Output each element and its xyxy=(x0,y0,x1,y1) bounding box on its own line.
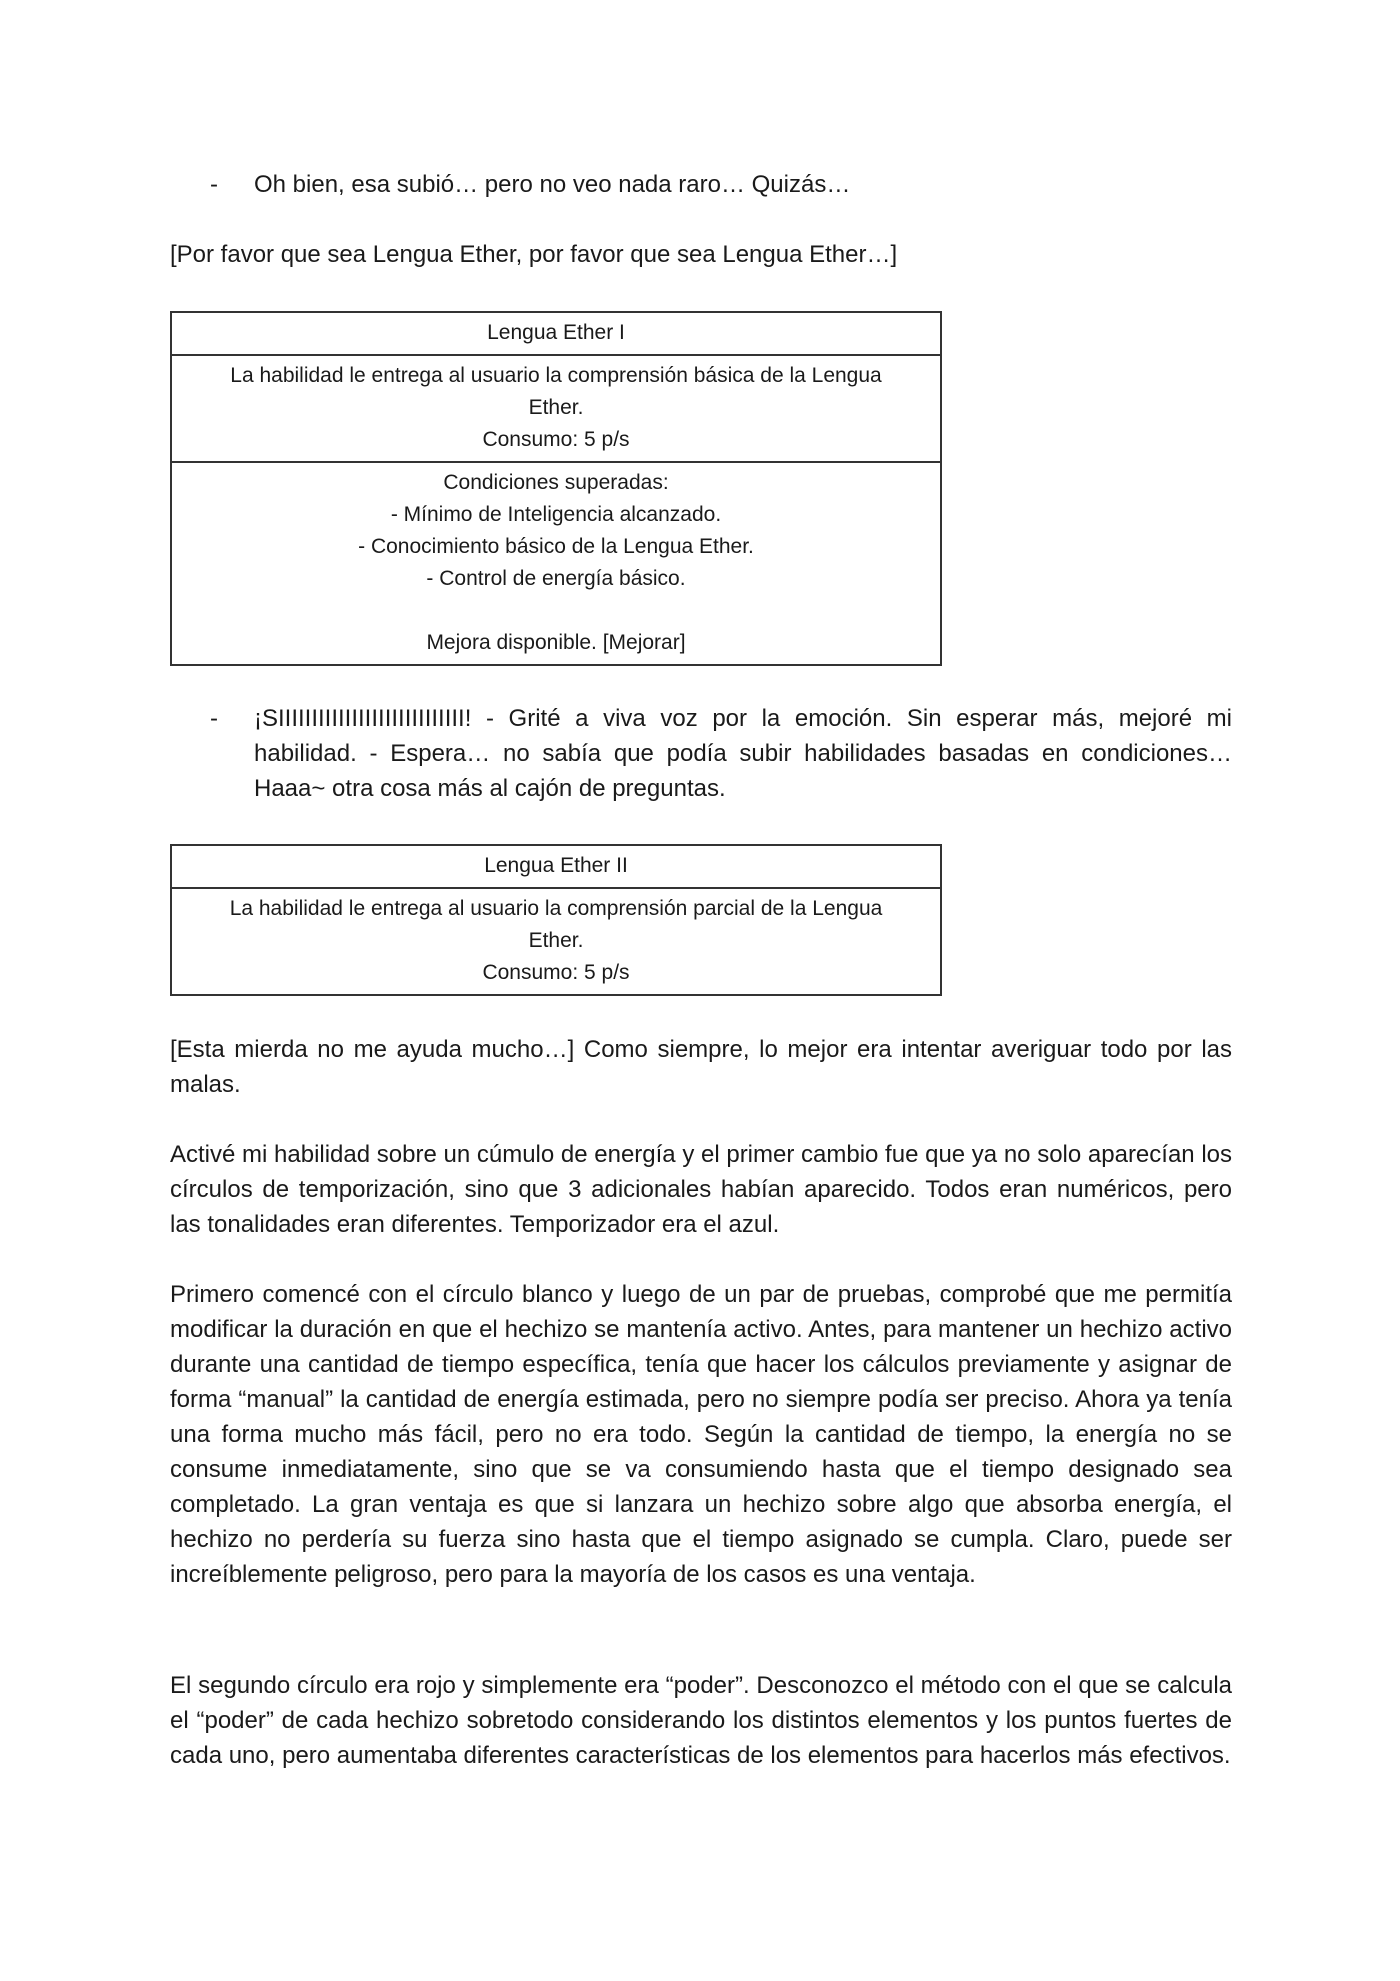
dialogue-text: ¡SIIIIIIIIIIIIIIIIIIIIIIIIIIII! - Grité a viva voz por la emoción. Sin esperar más, mejoré mi habilidad. - Espera… no sabía que podía subir habilidades basadas en condiciones… Haaa~ otra cosa más al cajón de preguntas. xyxy=(254,705,1232,802)
skill-box-lengua-ether-2 xyxy=(170,844,942,996)
dialogue-line-2 xyxy=(170,701,1232,806)
paragraph-1: [Esta mierda no me ayuda mucho…] Como siempre, lo mejor era intentar averiguar todo por las malas. xyxy=(170,1036,1232,1098)
dialogue-line-1 xyxy=(170,167,1232,202)
skill-description-line: La habilidad le entrega al usuario la comprensión básica de la Lengua xyxy=(230,364,882,387)
skill-consumption: Consumo: 5 p/s xyxy=(482,428,630,451)
skill-description-line: Ether. xyxy=(528,396,584,419)
paragraph-4: El segundo círculo era rojo y simplemente era “poder”. Desconozco el método con el que se calcula el “poder” de cada hechizo sobretodo considerando los distintos elementos y los puntos fuertes de cada uno, pero aumentaba diferentes características de los elementos para hacerlos más efectivos. xyxy=(170,1672,1232,1769)
thought-line: [Por favor que sea Lengua Ether, por favor que sea Lengua Ether…] xyxy=(170,241,898,268)
skill-title-row xyxy=(172,846,940,887)
skill-consumption: Consumo: 5 p/s xyxy=(482,961,630,984)
condition-item: - Mínimo de Inteligencia alcanzado. xyxy=(390,503,722,526)
conditions-heading: Condiciones superadas: xyxy=(443,471,669,494)
condition-item: - Conocimiento básico de la Lengua Ether. xyxy=(358,535,754,558)
skill-conditions-row xyxy=(172,461,940,664)
skill-title: Lengua Ether I xyxy=(487,321,625,344)
upgrade-available: Mejora disponible. [Mejorar] xyxy=(426,631,686,654)
dialogue-text: Oh bien, esa subió… pero no veo nada raro… Quizás… xyxy=(254,171,851,198)
paragraph-3: Primero comencé con el círculo blanco y luego de un par de pruebas, comprobé que me permitía modificar la duración en que el hechizo se mantenía activo. Antes, para mantener un hechizo activo durante una cantidad de tiempo específica, tenía que hacer los cálculos previamente y asignar de forma “manual” la cantidad de energía estimada, pero no siempre podía ser preciso. Ahora ya tenía una forma mucho más fácil, pero no era todo. Según la cantidad de tiempo, la energía no se consume inmediatamente, sino que se va consumiendo hasta que el tiempo designado sea completado. La gran ventaja es que si lanzara un hechizo sobre algo que absorba energía, el hechizo no perdería su fuerza sino hasta que el tiempo asignado se cumpla. Claro, puede ser increíblemente peligroso, pero para la mayoría de los casos es una ventaja. xyxy=(170,1281,1232,1588)
skill-description-row xyxy=(172,354,940,461)
dialogue-dash: - xyxy=(210,705,218,732)
skill-box-lengua-ether-1 xyxy=(170,311,942,666)
skill-description-row xyxy=(172,887,940,994)
blank-line xyxy=(186,595,926,627)
paragraph-2: Activé mi habilidad sobre un cúmulo de energía y el primer cambio fue que ya no solo aparecían los círculos de temporización, sino que 3 adicionales habían aparecido. Todos eran numéricos, pero las tonalidades eran diferentes. Temporizador era el azul. xyxy=(170,1141,1232,1238)
condition-item: - Control de energía básico. xyxy=(426,567,686,590)
skill-description-line: Ether. xyxy=(528,929,584,952)
skill-title: Lengua Ether II xyxy=(484,854,628,877)
skill-description-line: La habilidad le entrega al usuario la comprensión parcial de la Lengua xyxy=(229,897,883,920)
skill-title-row xyxy=(172,313,940,354)
dialogue-dash: - xyxy=(210,171,218,198)
